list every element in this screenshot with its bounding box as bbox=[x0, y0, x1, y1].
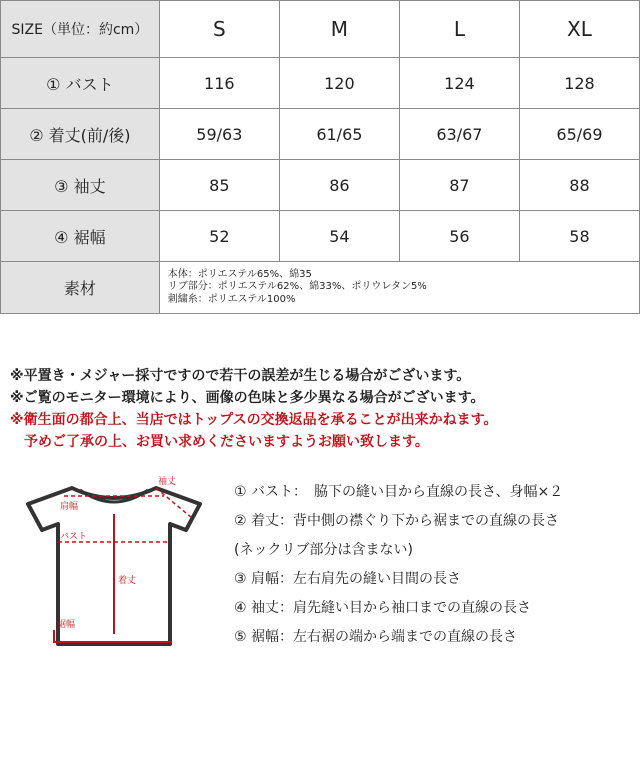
material-line-rib: リブ部分：ポリエステル62%、綿33%、ポリウレタン5% bbox=[167, 281, 427, 293]
size-s-header: S bbox=[159, 1, 279, 58]
shoulder-label: 肩幅 bbox=[60, 502, 79, 512]
row-label-bust: ① バスト bbox=[1, 58, 160, 109]
legend-bust: ① バスト： 脇下の縫い目から直線の長さ、身幅×２ bbox=[234, 484, 564, 500]
row-label-sleeve: ③ 袖丈 bbox=[1, 160, 160, 211]
table-cell: 124 bbox=[399, 58, 519, 109]
row-label-material: 素材 bbox=[1, 262, 160, 314]
table-cell: 52 bbox=[159, 211, 279, 262]
legend-length-note: (ネックリブ部分は含まない) bbox=[234, 542, 413, 558]
size-table bbox=[0, 0, 640, 314]
row-label-length: ② 着丈(前/後) bbox=[1, 109, 160, 160]
legend-sleeve: ④ 袖丈：肩先縫い目から袖口までの直線の長さ bbox=[234, 600, 531, 616]
note-measurement: ※平置き・メジャー採寸ですので若干の誤差が生じる場合がございます。 bbox=[10, 368, 471, 384]
table-row-bust bbox=[1, 58, 640, 109]
table-cell: 56 bbox=[399, 211, 519, 262]
size-header-row bbox=[1, 1, 640, 58]
hem-label: 裾幅 bbox=[57, 620, 76, 630]
row-label-hem: ④ 裾幅 bbox=[1, 211, 160, 262]
table-row-sleeve bbox=[1, 160, 640, 211]
table-cell: 63/67 bbox=[399, 109, 519, 160]
table-cell: 58 bbox=[519, 211, 639, 262]
measurement-legend bbox=[234, 478, 638, 652]
table-cell: 88 bbox=[519, 160, 639, 211]
sleeve-label: 袖丈 bbox=[158, 477, 177, 487]
table-row-material bbox=[1, 262, 640, 314]
note-acknowledge: 予めご了承の上、お買い求めくださいますようお願い致します。 bbox=[24, 434, 429, 450]
table-cell: 87 bbox=[399, 160, 519, 211]
length-label: 着丈 bbox=[118, 576, 137, 586]
legend-shoulder: ③ 肩幅：左右肩先の縫い目間の長さ bbox=[234, 571, 462, 587]
material-line-thread: 刺繍糸：ポリエステル100% bbox=[167, 293, 296, 305]
material-line-body: 本体：ポリエステル65%、綿35 bbox=[167, 268, 312, 280]
material-details bbox=[159, 262, 639, 314]
table-row-hem bbox=[1, 211, 640, 262]
legend-length: ② 着丈：背中側の襟ぐり下から裾までの直線の長さ bbox=[234, 513, 559, 529]
note-monitor: ※ご覧のモニター環境により、画像の色味と多少異なる場合がございます。 bbox=[10, 390, 485, 406]
notes bbox=[10, 365, 630, 453]
size-m-header: M bbox=[279, 1, 399, 58]
table-cell: 128 bbox=[519, 58, 639, 109]
table-row-length bbox=[1, 109, 640, 160]
table-cell: 116 bbox=[159, 58, 279, 109]
table-cell: 86 bbox=[279, 160, 399, 211]
size-header-label: SIZE（単位：約cm） bbox=[1, 1, 160, 58]
bust-label: バスト bbox=[60, 532, 88, 542]
tshirt-diagram bbox=[14, 474, 214, 654]
table-cell: 120 bbox=[279, 58, 399, 109]
size-xl-header: XL bbox=[519, 1, 639, 58]
table-cell: 54 bbox=[279, 211, 399, 262]
table-cell: 59/63 bbox=[159, 109, 279, 160]
note-no-returns: ※衛生面の都合上、当店ではトップスの交換返品を承ることが出来かねます。 bbox=[10, 412, 498, 428]
table-cell: 61/65 bbox=[279, 109, 399, 160]
table-cell: 85 bbox=[159, 160, 279, 211]
table-cell: 65/69 bbox=[519, 109, 639, 160]
legend-hem: ⑤ 裾幅：左右裾の端から端までの直線の長さ bbox=[234, 629, 517, 645]
size-l-header: L bbox=[399, 1, 519, 58]
